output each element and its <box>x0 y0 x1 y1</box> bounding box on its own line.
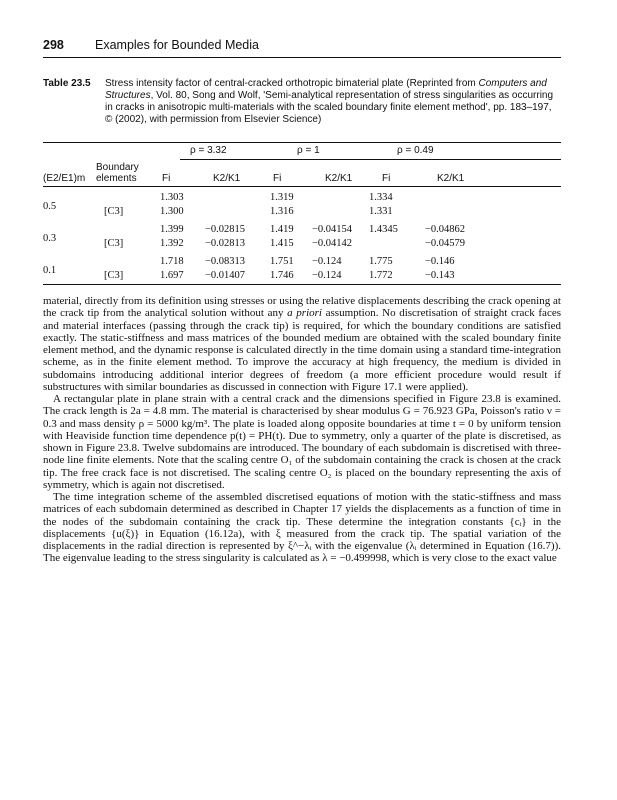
table-row-ratio: 0.1 <box>43 265 57 276</box>
table-cell: 1.399 <box>160 224 184 235</box>
table-cell: −0.04142 <box>312 238 353 249</box>
header-rule <box>43 57 561 58</box>
rho-group-2: ρ = 1 <box>297 145 320 156</box>
table-cell: 1.775 <box>369 256 393 267</box>
paragraph: A rectangular plate in plane strain with a central crack and the dimensions specified in Figure 23.8 is examined. The crack length is 2a = 4.8 mm. The material is characterised by shear modulus G = 76.923 GPa, Poisson's ratio ν = 0.3 and mass density ρ = 5000 kg/m³. The plate is loaded along opposite boundaries at time t = 0 by uniform tension with Heaviside function time dependence p(t) = PH(t). Due to symmetry, only a quarter of the plate is discretised, as shown in Figure 23.8. Twelve subdomains are introduced. The boundary of each subdomain is discretised with three-node line finite elements. Note that the scaling centre O₁ of the subdomain containing the crack is chosen at the crack tip. The free crack face is not discretised. The scaling centre O₂ is placed on the boundary representing the axis of symmetry, which is again not discretised. <box>43 393 561 491</box>
body-text <box>43 295 561 565</box>
table-cell: −0.04862 <box>425 224 466 235</box>
table-cell: −0.04579 <box>425 238 466 249</box>
table-cell: 1.772 <box>369 270 393 281</box>
table-rule-bottom <box>43 284 561 285</box>
table-row-ratio: 0.3 <box>43 233 57 244</box>
table-cell: 1.303 <box>160 192 184 203</box>
table-cell: −0.02813 <box>205 238 246 249</box>
table-cell: −0.04154 <box>312 224 353 235</box>
table-cell: 1.331 <box>369 206 393 217</box>
table-cell: 1.751 <box>270 256 294 267</box>
table-cell: [C3] <box>104 238 124 249</box>
table-cell: [C3] <box>104 206 124 217</box>
table-cell: 1.718 <box>160 256 184 267</box>
k2k1-header-2: K2/K1 <box>325 173 353 184</box>
rho-group-1: ρ = 3.32 <box>190 145 227 156</box>
boundary-header-1: Boundary <box>96 162 139 173</box>
ratio-header: (E2/E1)m <box>43 173 86 184</box>
table-cell: 1.697 <box>160 270 184 281</box>
fi-header-3: Fi <box>382 173 391 184</box>
paragraph: material, directly from its definition using stresses or using the relative displacements describing the crack opening at the crack tip from the analytical solution without any a priori assumption. No discretisation of straight crack faces and material interfaces (passing through the crack tip) is required, for which the boundary conditions are satisfied exactly. The static-stiffness and mass matrices of the bounded medium are obtained with the scaled boundary finite element method, and the dynamic response is calculated directly in the time domain using a standard time-integration scheme, as in the finite element method. To improve the accuracy at high frequency, the medium is divided in subdomains introducing additional interior degrees of freedom (a more efficient procedure would result if substructures with similar boundaries as discussed in connection with Figure 17.1 were applied). <box>43 295 561 393</box>
fi-header-2: Fi <box>273 173 282 184</box>
table-caption-text: Stress intensity factor of central-cracked orthotropic bimaterial plate (Reprinted from Computers and Structures, Vol. 80, Song and Wolf, 'Semi-analytical representation of stress singularities as occurring in cracks in anisotropic multi-materials with the scaled boundary finite element method', pp. 183–197, © (2002), with permission from Elsevier Science) <box>105 78 554 125</box>
table-cell: 1.419 <box>270 224 294 235</box>
fi-header-1: Fi <box>162 173 171 184</box>
table-label: Table 23.5 <box>43 78 91 89</box>
page-number: 298 <box>43 38 64 52</box>
table-cell: −0.01407 <box>205 270 246 281</box>
table-cell: 1.392 <box>160 238 184 249</box>
table-cell: 1.300 <box>160 206 184 217</box>
table-rule-group <box>180 159 561 160</box>
table-row-ratio: 0.5 <box>43 201 57 212</box>
table-rule-top <box>43 142 561 143</box>
k2k1-header-1: K2/K1 <box>213 173 241 184</box>
table-cell: −0.143 <box>425 270 455 281</box>
table-cell: −0.124 <box>312 270 342 281</box>
table-cell: 1.415 <box>270 238 294 249</box>
table-cell: [C3] <box>104 270 124 281</box>
boundary-header-2: elements <box>96 173 137 184</box>
table-cell: 1.334 <box>369 192 393 203</box>
rho-group-3: ρ = 0.49 <box>397 145 434 156</box>
table-cell: 1.4345 <box>369 224 398 235</box>
table-rule-header <box>43 186 561 187</box>
table-cell: 1.316 <box>270 206 294 217</box>
table-cell: −0.08313 <box>205 256 246 267</box>
table-cell: 1.746 <box>270 270 294 281</box>
running-title: Examples for Bounded Media <box>95 38 259 52</box>
running-header <box>43 38 558 52</box>
table-cell: −0.146 <box>425 256 455 267</box>
paragraph: The time integration scheme of the assembled discretised equations of motion with the static-stiffness and mass matrices of each subdomain determined as described in Chapter 17 yields the displacements as a function of time in the nodes of the subdomain containing the crack tip. These determine the integration constants {cᵢ} in the displacements {u(ξ)} in Equation (16.12a), with ξ measured from the crack tip. The spatial variation of the displacements in the radial direction is represented by ξ^−λᵢ with the eigenvalue (λᵢ determined in Equation (16.7)). The eigenvalue leading to the stress singularity is calculated as λ = −0.499998, which is very close to the exact value <box>43 491 561 565</box>
table-cell: 1.319 <box>270 192 294 203</box>
table-cell: −0.124 <box>312 256 342 267</box>
k2k1-header-3: K2/K1 <box>437 173 465 184</box>
table-cell: −0.02815 <box>205 224 246 235</box>
